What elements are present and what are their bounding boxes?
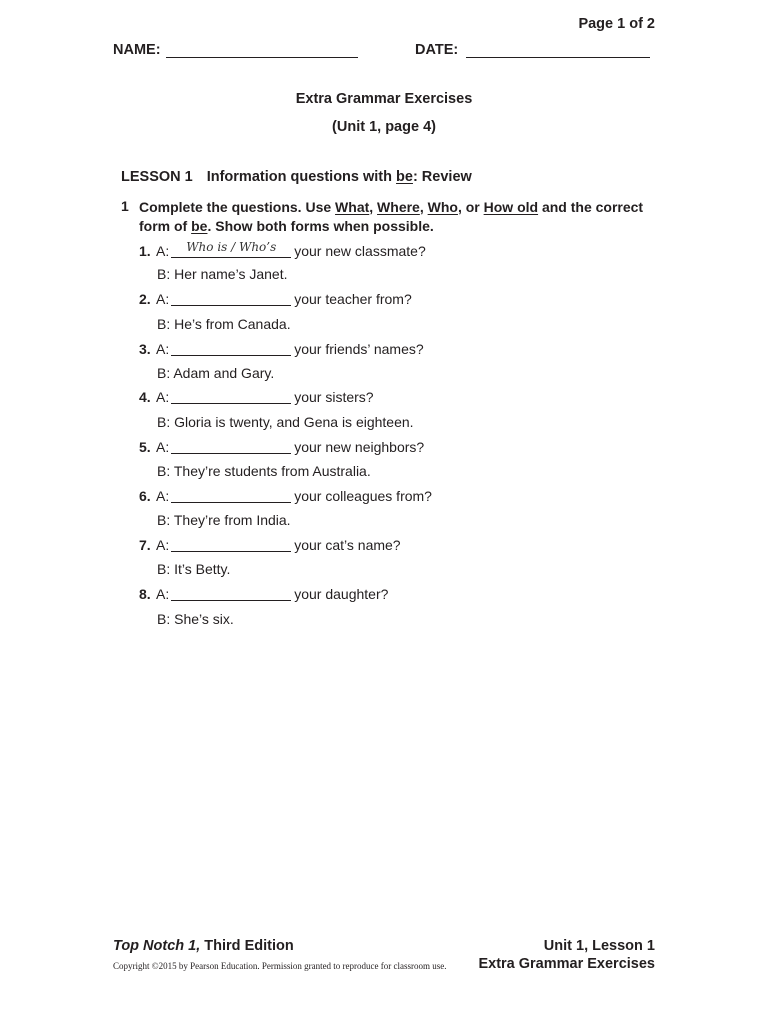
page-number: Page 1 of 2 <box>578 16 655 32</box>
worksheet-subtitle: (Unit 1, page 4) <box>332 119 436 135</box>
exercise-1-question: 1. A: Who is / Who’s your new classmate? <box>139 240 426 259</box>
handwritten-answer: Who is / Who’s <box>186 240 277 254</box>
lesson-heading-suffix: : Review <box>412 169 472 185</box>
date-field[interactable] <box>466 57 650 58</box>
answer-blank-5[interactable] <box>171 439 291 454</box>
exercise-7-response: B: It’s Betty. <box>157 561 231 577</box>
exercise-3-question: 3. A: your friends’ names? <box>139 341 424 357</box>
answer-blank-2[interactable] <box>171 291 291 306</box>
exercise-8-question: 8. A: your daughter? <box>139 586 389 602</box>
lesson-heading-keyword: be <box>396 169 413 185</box>
exercise-5-response: B: They’re students from Australia. <box>157 463 371 479</box>
exercise-5-question: 5. A: your new neighbors? <box>139 439 425 455</box>
exercise-6-response: B: They’re from India. <box>157 512 291 528</box>
answer-blank-8[interactable] <box>171 586 291 601</box>
lesson-heading <box>121 169 472 185</box>
exercise-4-response: B: Gloria is twenty, and Gena is eighteen. <box>157 414 414 430</box>
exercise-7-question: 7. A: your cat’s name? <box>139 537 401 553</box>
exercise-2-response: B: He’s from Canada. <box>157 316 291 332</box>
lesson-heading-text: Information questions with <box>206 169 397 185</box>
name-field[interactable] <box>166 57 358 58</box>
answer-blank-3[interactable] <box>171 341 291 356</box>
answer-blank-4[interactable] <box>171 389 291 404</box>
exercise-6-question: 6. A: your colleagues from? <box>139 488 432 504</box>
exercise-8-response: B: She’s six. <box>157 611 234 627</box>
footer-section: Extra Grammar Exercises <box>478 956 655 972</box>
footer-book-title: Top Notch 1, Third Edition <box>113 938 294 954</box>
answer-blank-1[interactable] <box>171 240 291 258</box>
date-label: DATE: <box>415 42 459 58</box>
exercise-4-question: 4. A: your sisters? <box>139 389 374 405</box>
instruction-text: Complete the questions. Use What, Where, Who, or How old and the correct form of be. Show both forms when possible. <box>139 199 644 234</box>
lesson-label: LESSON 1 <box>121 169 193 185</box>
answer-blank-7[interactable] <box>171 537 291 552</box>
copyright-notice: Copyright ©2015 by Pearson Education. Permission granted to reproduce for classroom use. <box>113 961 447 971</box>
instruction-number: 1 <box>121 198 129 214</box>
exercise-1-response: B: Her name’s Janet. <box>157 266 288 282</box>
exercise-3-response: B: Adam and Gary. <box>157 365 275 381</box>
footer-unit-lesson: Unit 1, Lesson 1 <box>543 938 655 954</box>
worksheet-title: Extra Grammar Exercises <box>295 91 473 107</box>
name-label: NAME: <box>113 42 161 58</box>
exercise-2-question: 2. A: your teacher from? <box>139 291 412 307</box>
answer-blank-6[interactable] <box>171 488 291 503</box>
